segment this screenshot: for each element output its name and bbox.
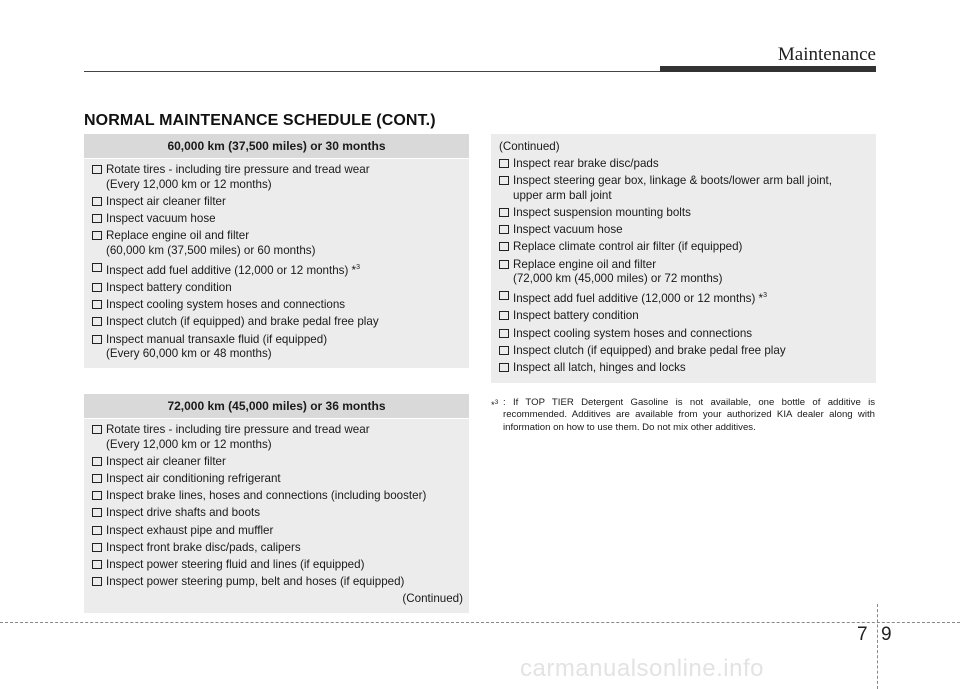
checkbox-icon <box>499 242 509 251</box>
checkbox-icon <box>499 346 509 355</box>
checkbox-icon <box>92 457 102 466</box>
checklist-item-text <box>106 541 461 556</box>
checkbox-icon <box>92 283 102 292</box>
checklist-item-text <box>106 229 461 258</box>
checkbox-icon <box>499 329 509 338</box>
checklist-item-text <box>106 298 461 313</box>
checklist-item-text <box>513 258 868 287</box>
footnote-ref: 3 <box>763 292 767 300</box>
checklist-item-text <box>106 455 461 470</box>
panel-72k-continued: (Continued) <box>402 592 463 606</box>
checklist-item <box>499 157 868 172</box>
page-number: 9 <box>881 624 892 645</box>
checklist-item-text <box>513 157 868 172</box>
checkbox-icon <box>92 263 102 272</box>
checklist-item <box>499 309 868 324</box>
checklist-item <box>92 298 461 313</box>
panel-right <box>491 134 876 383</box>
checklist-item-text <box>513 223 868 238</box>
checklist-item-label: Inspect cooling system hoses and connections <box>513 326 753 340</box>
checklist-item <box>499 289 868 306</box>
checklist-item-text <box>106 489 461 504</box>
checkbox-icon <box>499 363 509 372</box>
checklist-item-label: Inspect add fuel additive (12,000 or 12 months) * <box>513 292 764 306</box>
checklist-item-label: Inspect drive shafts and boots <box>106 506 261 520</box>
footnote-text: : If TOP TIER Detergent Gasoline is not available, one bottle of additive is recommended. Additives are available from your authorized KIA dealer along with information on how to use them. Do not mix other additives. <box>503 397 875 433</box>
checklist-item-text <box>513 206 868 221</box>
checkbox-icon <box>92 231 102 240</box>
footnote-ref: 3 <box>356 263 360 271</box>
checklist-item-label: Inspect air conditioning refrigerant <box>106 471 281 485</box>
checklist-item <box>92 472 461 487</box>
checklist-item-text <box>513 174 868 203</box>
checklist-item <box>499 344 868 359</box>
checkbox-icon <box>499 260 509 269</box>
panel-72k-items <box>84 419 469 590</box>
checklist-item <box>92 333 461 362</box>
checklist-item-detail: (Every 12,000 km or 12 months) <box>106 177 272 191</box>
checklist-item <box>92 261 461 278</box>
footnote-mark: *$^3$ <box>491 399 499 412</box>
checklist-item <box>92 195 461 210</box>
checkbox-icon <box>92 425 102 434</box>
checklist-item-text <box>513 344 868 359</box>
checklist-item <box>92 229 461 258</box>
checklist-item-label: Inspect cooling system hoses and connections <box>106 298 346 312</box>
checklist-item-detail: (Every 60,000 km or 48 months) <box>106 347 272 361</box>
checklist-item-text <box>106 575 461 590</box>
checkbox-icon <box>92 526 102 535</box>
checkbox-icon <box>92 214 102 223</box>
header-rule-thin <box>84 71 660 72</box>
checklist-item-label: Inspect clutch (if equipped) and brake pedal free play <box>513 343 786 357</box>
checklist-item-label: Inspect steering gear box, linkage & boots/lower arm ball joint, <box>513 174 832 188</box>
checklist-item-label: Inspect all latch, hinges and locks <box>513 360 686 374</box>
checklist-item-label: Inspect air cleaner filter <box>106 454 226 468</box>
checkbox-icon <box>92 491 102 500</box>
checklist-item <box>92 455 461 470</box>
checklist-item-label: Inspect clutch (if equipped) and brake pedal free play <box>106 315 379 329</box>
checklist-item-text <box>513 240 868 255</box>
vertical-dashed-rule <box>877 604 878 689</box>
checklist-item-text <box>513 289 868 306</box>
checklist-item-text <box>106 333 461 362</box>
checklist-item <box>499 361 868 376</box>
panel-72k <box>84 394 469 613</box>
checklist-item <box>92 212 461 227</box>
checkbox-icon <box>499 159 509 168</box>
checklist-item-text <box>106 261 461 278</box>
panel-60k-items <box>84 159 469 362</box>
checklist-item-text <box>513 327 868 342</box>
checklist-item-detail: (60,000 km (37,500 miles) or 60 months) <box>106 243 316 257</box>
checklist-item <box>499 223 868 238</box>
checklist-item-label: Inspect power steering pump, belt and hoses (if equipped) <box>106 575 405 589</box>
checklist-item-label: Inspect vacuum hose <box>513 223 623 237</box>
checklist-item-label: Inspect brake lines, hoses and connections (including booster) <box>106 489 427 503</box>
checkbox-icon <box>92 197 102 206</box>
checklist-item-label: Replace engine oil and filter <box>106 229 250 243</box>
checklist-item <box>92 506 461 521</box>
checklist-item <box>92 163 461 192</box>
checklist-item-text <box>106 506 461 521</box>
checkbox-icon <box>92 300 102 309</box>
bottom-dashed-rule <box>0 622 960 623</box>
checklist-item-label: Inspect rear brake disc/pads <box>513 157 659 170</box>
checklist-item-label: Rotate tires - including tire pressure and tread wear <box>106 163 370 176</box>
checklist-item-text <box>106 472 461 487</box>
checklist-item <box>92 315 461 330</box>
checklist-item-label: Inspect air cleaner filter <box>106 194 226 208</box>
checklist-item-detail: (72,000 km (45,000 miles) or 72 months) <box>513 272 723 286</box>
panel-60k-heading: 60,000 km (37,500 miles) or 30 months <box>84 134 469 159</box>
checklist-item-label: Replace engine oil and filter <box>513 257 657 271</box>
checklist-item-text <box>106 281 461 296</box>
checklist-item-label: Rotate tires - including tire pressure and tread wear <box>106 423 370 436</box>
checklist-item-text <box>513 361 868 376</box>
checklist-item-detail: (Every 12,000 km or 12 months) <box>106 437 272 451</box>
panel-right-continued: (Continued) <box>499 140 560 153</box>
checklist-item-text <box>106 315 461 330</box>
checkbox-icon <box>92 577 102 586</box>
panel-right-items <box>491 157 876 376</box>
checklist-item <box>499 206 868 221</box>
panel-72k-heading: 72,000 km (45,000 miles) or 36 months <box>84 394 469 419</box>
checklist-item-text <box>106 212 461 227</box>
checklist-item <box>92 489 461 504</box>
checklist-item <box>92 281 461 296</box>
checklist-item-label: Inspect power steering fluid and lines (if equipped) <box>106 557 365 571</box>
header-rule-thick <box>660 66 876 72</box>
checklist-item-label: Inspect battery condition <box>106 280 232 294</box>
footnote <box>491 397 875 434</box>
chapter-number: 7 <box>857 624 868 645</box>
checklist-item-label: Inspect front brake disc/pads, calipers <box>106 540 301 554</box>
checkbox-icon <box>92 317 102 326</box>
panel-60k <box>84 134 469 368</box>
checklist-item-label: Inspect suspension mounting bolts <box>513 205 691 219</box>
checklist-item-label: Inspect manual transaxle fluid (if equipped) <box>106 332 328 346</box>
header-title: Maintenance <box>777 44 876 65</box>
checklist-item-text <box>106 195 461 210</box>
checkbox-icon <box>92 508 102 517</box>
checklist-item <box>499 240 868 255</box>
checklist-item-text <box>106 524 461 539</box>
checkbox-icon <box>92 543 102 552</box>
checklist-item <box>499 327 868 342</box>
checklist-item-label: Replace climate control air filter (if equipped) <box>513 240 743 254</box>
checklist-item-label: Inspect vacuum hose <box>106 211 216 225</box>
checklist-item-label: Inspect add fuel additive (12,000 or 12 months) * <box>106 263 357 277</box>
checklist-item-label: Inspect battery condition <box>513 309 639 323</box>
checklist-item <box>92 524 461 539</box>
checkbox-icon <box>92 560 102 569</box>
checkbox-icon <box>92 474 102 483</box>
checklist-item <box>499 174 868 203</box>
section-title: NORMAL MAINTENANCE SCHEDULE (CONT.) <box>84 112 436 129</box>
checklist-item-label: Inspect exhaust pipe and muffler <box>106 523 274 537</box>
checklist-item-text <box>106 423 461 452</box>
checkbox-icon <box>92 165 102 174</box>
checkbox-icon <box>499 176 509 185</box>
checkbox-icon <box>92 335 102 344</box>
checklist-item <box>92 558 461 573</box>
checklist-item-text <box>513 309 868 324</box>
checklist-item-detail: upper arm ball joint <box>513 188 612 202</box>
checklist-item <box>499 258 868 287</box>
checkbox-icon <box>499 311 509 320</box>
watermark: carmanualsonline.info <box>520 655 764 682</box>
checkbox-icon <box>499 291 509 300</box>
checkbox-icon <box>499 208 509 217</box>
checklist-item <box>92 575 461 590</box>
checklist-item-text <box>106 163 461 192</box>
checklist-item-text <box>106 558 461 573</box>
checklist-item <box>92 541 461 556</box>
checkbox-icon <box>499 225 509 234</box>
checklist-item <box>92 423 461 452</box>
